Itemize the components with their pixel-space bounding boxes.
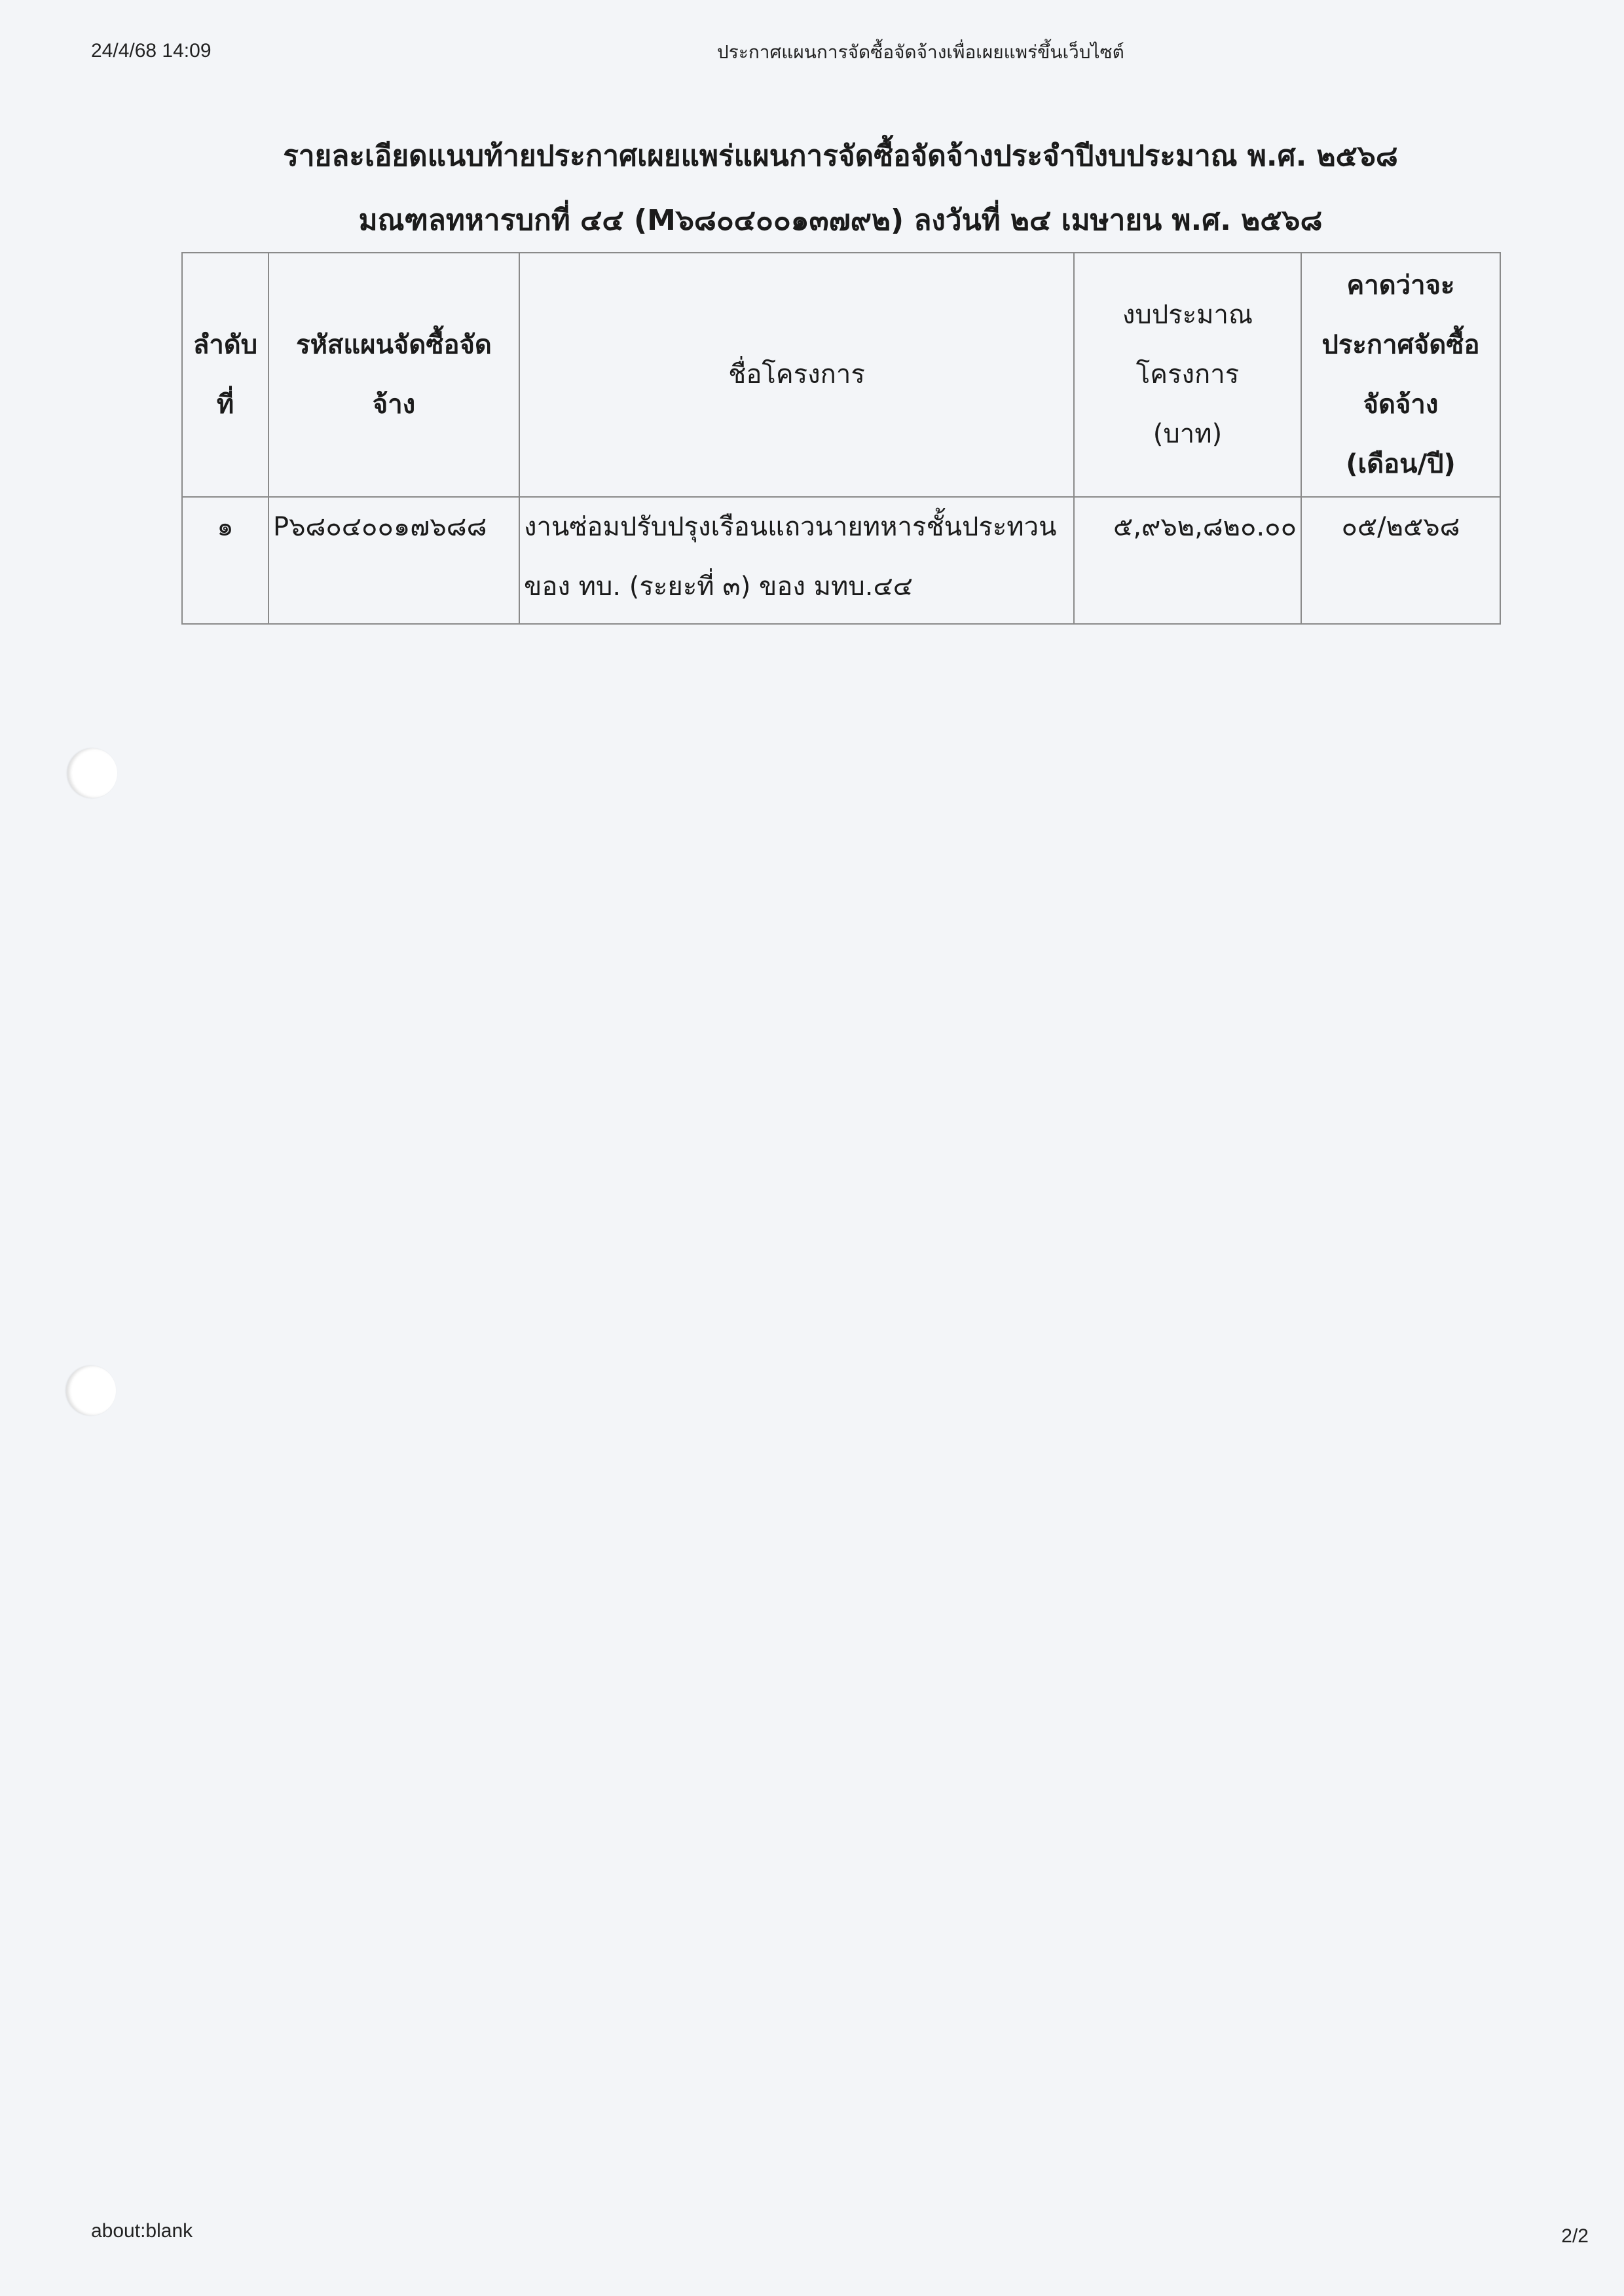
header-budget-line: (บาท) [1153, 419, 1223, 449]
header-budget [1074, 253, 1301, 497]
header-project-name [519, 253, 1074, 497]
print-datetime: 24/4/68 14:09 [91, 40, 212, 62]
print-page-number: 2/2 [1561, 2225, 1589, 2247]
header-plan-code-line: จ้าง [372, 389, 416, 420]
header-expected-month-line: (เดือน/ปี) [1346, 448, 1456, 479]
cell-expected-month: ๐๕/๒๕๖๘ [1301, 497, 1500, 624]
header-expected-month-line: ประกาศจัดซื้อ [1321, 329, 1480, 360]
header-plan-code-line: รหัสแผนจัดซื้อจัด [296, 329, 492, 360]
procurement-plan-table [181, 252, 1501, 625]
header-seq [182, 253, 268, 497]
document-title-line1: รายละเอียดแนบท้ายประกาศเผยแพร่แผนการจัดซื้อจัดจ้างประจำปีงบประมาณ พ.ศ. ๒๕๖๘ [283, 139, 1398, 173]
table-header-row [182, 253, 1500, 497]
header-project-name-line: ชื่อโครงการ [728, 359, 865, 390]
header-plan-code [268, 253, 519, 497]
punch-hole-top [67, 748, 117, 798]
cell-plan-code: P๖๘๐๔๐๐๑๗๖๘๘ [268, 497, 519, 624]
cell-seq: ๑ [182, 497, 268, 624]
print-page-title: ประกาศแผนการจัดซื้อจัดจ้างเพื่อเผยแพร่ขึ้นเว็บไซต์ [717, 41, 1124, 63]
punch-hole-bottom [66, 1366, 116, 1415]
document-title [181, 124, 1500, 253]
document-title-line2: มณฑลทหารบกที่ ๔๔ (M๖๘๐๔๐๐๑๓๗๙๒) ลงวันที่ ๒๔ เมษายน พ.ศ. ๒๕๖๘ [358, 204, 1323, 237]
header-budget-line: โครงการ [1135, 359, 1240, 390]
cell-project-name: งานซ่อมปรับปรุงเรือนแถวนายทหารชั้นประทวนของ ทบ. (ระยะที่ ๓) ของ มทบ.๔๔ [519, 497, 1074, 624]
header-expected-month-line: คาดว่าจะ [1346, 270, 1455, 301]
header-expected-month-line: จัดจ้าง [1363, 389, 1439, 420]
header-budget-line: งบประมาณ [1122, 300, 1253, 330]
header-expected-month [1301, 253, 1500, 497]
print-url: about:blank [91, 2220, 193, 2242]
header-seq-line: ที่ [216, 389, 234, 420]
table-row [182, 497, 1500, 624]
cell-budget: ๕,๙๖๒,๘๒๐.๐๐ [1074, 497, 1301, 624]
header-seq-line: ลำดับ [193, 329, 258, 360]
